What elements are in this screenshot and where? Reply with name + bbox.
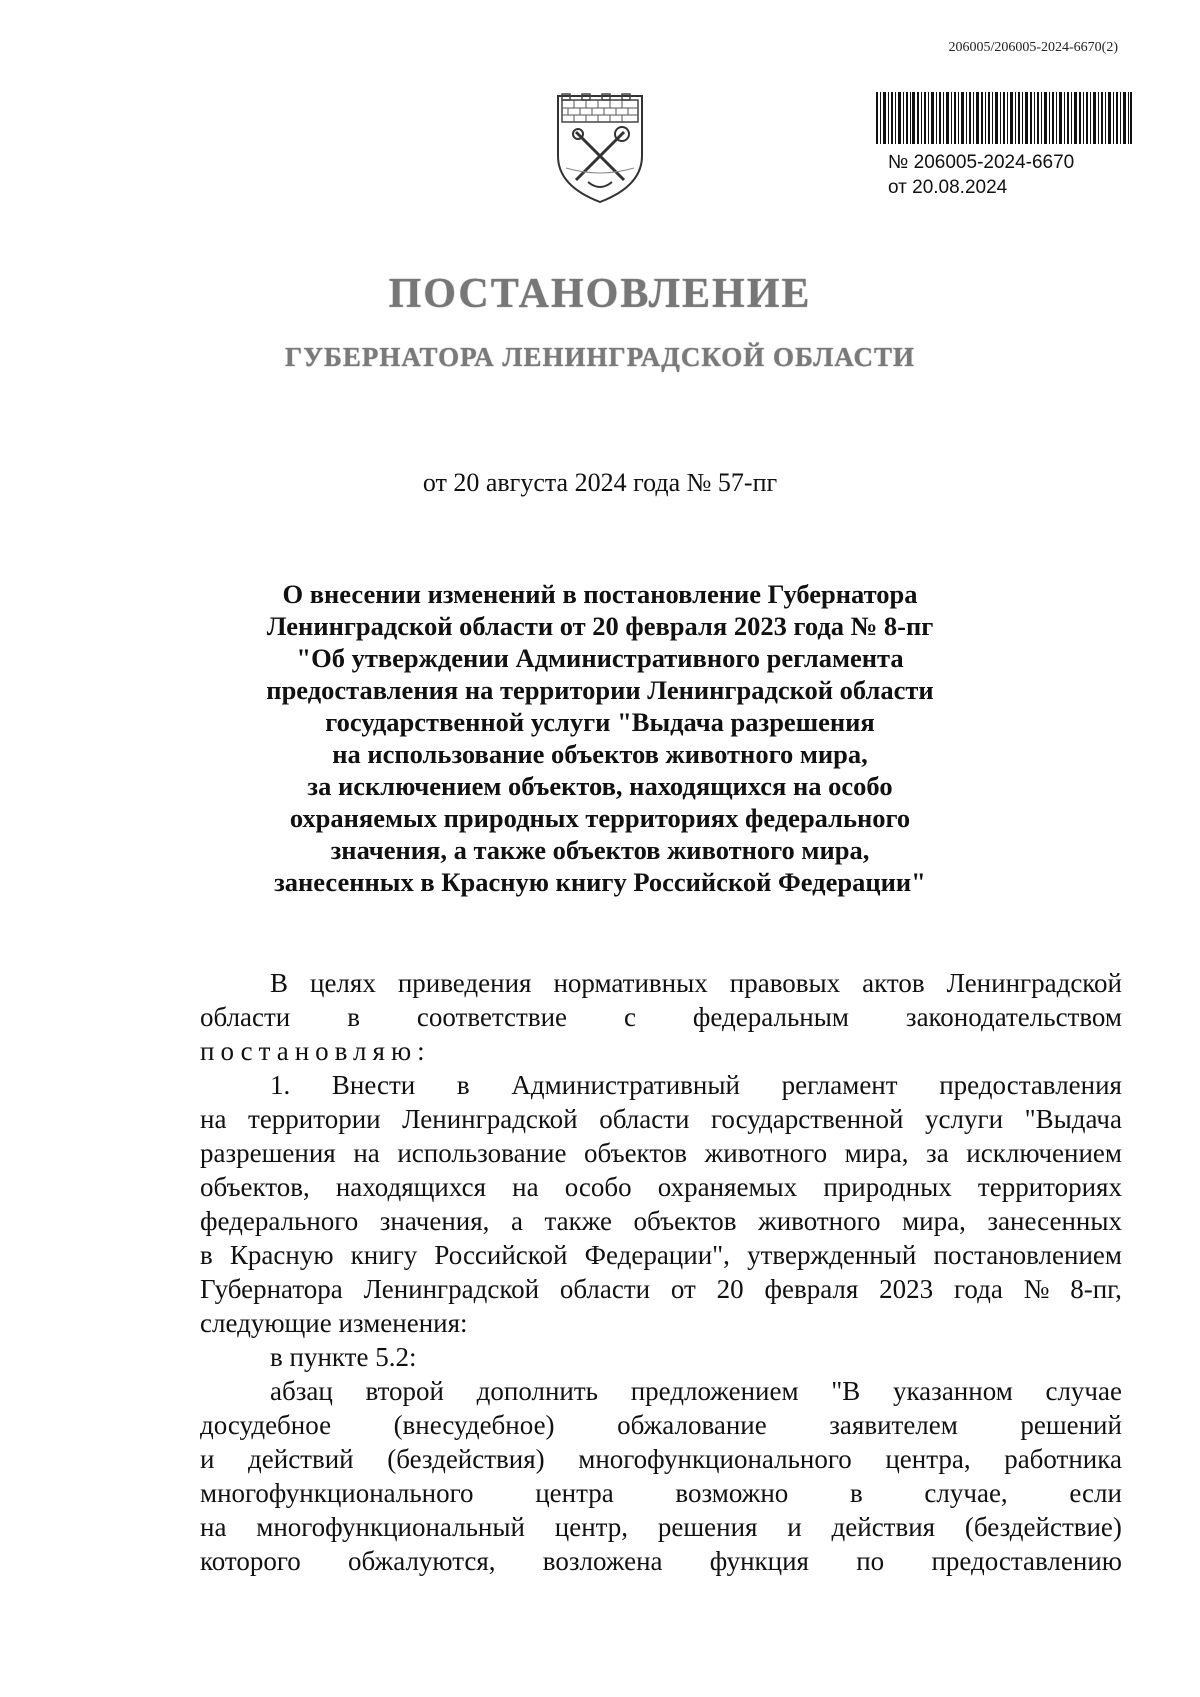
word: указанном	[892, 1376, 1013, 1406]
text-line	[200, 1272, 1122, 1306]
word: государственной	[711, 1104, 904, 1134]
word: которого	[200, 1546, 301, 1576]
word: Федерации",	[584, 1240, 730, 1270]
text-line	[200, 1204, 1122, 1238]
text-line	[200, 1102, 1122, 1136]
word: правовых	[729, 968, 841, 998]
word: Административный	[511, 1070, 740, 1100]
word: охраняемых	[657, 1172, 798, 1202]
word: работника	[1004, 1444, 1122, 1474]
word: на	[353, 1138, 380, 1168]
paragraph-3	[200, 1340, 1122, 1374]
word: федерального	[200, 1206, 359, 1236]
word: в	[347, 1002, 360, 1032]
text-line	[200, 1476, 1122, 1510]
word: действий	[248, 1444, 354, 1474]
word: (внесудебное)	[393, 1410, 555, 1440]
text-line	[200, 1374, 1122, 1408]
word: функция	[709, 1546, 809, 1576]
word: абзац	[270, 1376, 333, 1406]
word: на	[200, 1104, 227, 1134]
word: (бездействия)	[387, 1444, 545, 1474]
text-line	[200, 1544, 1122, 1578]
document-body	[200, 966, 1122, 1578]
word: объектов,	[200, 1172, 310, 1202]
word: 8-пг,	[1070, 1274, 1122, 1304]
word: предоставления	[939, 1070, 1122, 1100]
subject-line: на использование объектов животного мира,	[332, 739, 868, 769]
word: по	[856, 1546, 885, 1576]
word: "В	[831, 1376, 861, 1406]
registration-date: от 20.08.2024	[888, 177, 1008, 198]
word: области	[599, 1104, 690, 1134]
paragraph-1	[200, 966, 1122, 1068]
registration-number: № 206005-2024-6670	[888, 152, 1075, 173]
subject-line: предоставления на территории Ленинградской области	[266, 675, 934, 705]
word: дополнить	[476, 1376, 598, 1406]
word: действия	[831, 1512, 936, 1542]
word: многофункциональный	[256, 1512, 525, 1542]
word: случае	[1045, 1376, 1122, 1406]
word: разрешения	[200, 1138, 336, 1168]
word: исключением	[966, 1138, 1122, 1168]
subject-line: за исключением объектов, находящихся на особо	[307, 771, 893, 801]
word: регламент	[781, 1070, 898, 1100]
word: года	[953, 1274, 1003, 1304]
barcode-icon	[876, 92, 1132, 144]
word: животного	[758, 1206, 881, 1236]
word: области	[559, 1274, 651, 1304]
word: случае,	[924, 1478, 1008, 1508]
word: возможно	[675, 1478, 789, 1508]
word: территории	[248, 1104, 381, 1134]
word: использование	[397, 1138, 567, 1168]
subject-line: значения, а также объектов животного мира,	[330, 835, 870, 865]
word: в	[456, 1070, 470, 1100]
word: центр,	[554, 1512, 629, 1542]
word: природных	[823, 1172, 952, 1202]
text-line	[200, 1000, 1122, 1034]
word: многофункционального	[200, 1478, 474, 1508]
text-line	[200, 1510, 1122, 1544]
word: приведения	[397, 968, 532, 998]
word: за	[926, 1138, 949, 1168]
word: а	[510, 1206, 523, 1236]
word: Ленинградской	[402, 1104, 578, 1134]
word: второй	[365, 1376, 444, 1406]
document-title: ПОСТАНОВЛЕНИЕ	[388, 271, 812, 317]
text-line	[200, 1238, 1122, 1272]
word: актов	[862, 968, 925, 998]
document-subtitle: ГУБЕРНАТОРА ЛЕНИНГРАДСКОЙ ОБЛАСТИ	[285, 342, 915, 372]
word: 1.	[270, 1070, 291, 1100]
paragraph-2	[200, 1068, 1122, 1340]
text-line	[200, 1408, 1122, 1442]
word: №	[1023, 1274, 1050, 1304]
word: возложена	[542, 1546, 663, 1576]
word: от	[670, 1274, 696, 1304]
word: утвержденный	[747, 1240, 917, 1270]
word: многофункционального	[578, 1444, 852, 1474]
word: значения,	[379, 1206, 490, 1236]
document-subject	[200, 578, 1000, 898]
word: 20	[716, 1274, 744, 1304]
word: Внести	[331, 1070, 416, 1100]
word: мира,	[902, 1206, 966, 1236]
coat-of-arms-icon	[552, 86, 648, 206]
word: заявителем	[829, 1410, 958, 1440]
subject-line: "Об утверждении Административного регламента	[296, 643, 904, 673]
word: области	[200, 1002, 291, 1032]
word: законодательством	[905, 1002, 1122, 1032]
word: февраля	[764, 1274, 859, 1304]
word: предложением	[630, 1376, 799, 1406]
word: особо	[564, 1172, 632, 1202]
word: (бездействие)	[964, 1512, 1122, 1542]
word: на	[512, 1172, 539, 1202]
word: Ленинградской	[946, 968, 1122, 998]
word: территориях	[977, 1172, 1122, 1202]
subject-line: государственной услуги "Выдача разрешения	[325, 707, 875, 737]
paragraph-3-text: в пункте 5.2:	[270, 1342, 417, 1372]
subject-line: охраняемых природных территориях федерального	[289, 803, 911, 833]
subject-line: О внесении изменений в постановление Губернатора	[282, 579, 918, 609]
word: соответствие	[416, 1002, 568, 1032]
word: книгу	[350, 1240, 418, 1270]
text-line	[200, 1442, 1122, 1476]
text-line	[200, 966, 1122, 1000]
word: также	[544, 1206, 612, 1236]
word: в	[849, 1478, 863, 1508]
word: если	[1069, 1478, 1122, 1508]
word: животного	[704, 1138, 828, 1168]
text-line	[200, 1170, 1122, 1204]
word: с	[623, 1002, 636, 1032]
document-code: 206005/206005-2024-6670(2)	[948, 40, 1118, 55]
word: и	[200, 1444, 215, 1474]
word: занесенных	[987, 1206, 1122, 1236]
word: на	[200, 1512, 227, 1542]
word: и	[787, 1512, 802, 1542]
word: услуги	[925, 1104, 1004, 1134]
word: объектов	[633, 1206, 737, 1236]
word: в	[200, 1240, 213, 1270]
word: "Выдача	[1024, 1104, 1122, 1134]
word: мира,	[844, 1138, 909, 1168]
registration-block	[888, 150, 1074, 200]
word: центра,	[885, 1444, 971, 1474]
word: центра	[535, 1478, 614, 1508]
text-line	[200, 1306, 1122, 1340]
document-date-line: от 20 августа 2024 года № 57-пг	[422, 468, 778, 497]
word: федеральным	[692, 1002, 849, 1032]
word: обжалование	[617, 1410, 767, 1440]
word: обжалуются,	[348, 1546, 496, 1576]
word: Ленинградской	[363, 1274, 540, 1304]
subject-line: Ленинградской области от 20 февраля 2023 года № 8-пг	[266, 611, 934, 641]
word: постановляю:	[200, 1036, 431, 1066]
paragraph-4	[200, 1374, 1122, 1578]
word: Российской	[434, 1240, 568, 1270]
text-line	[200, 1034, 1122, 1068]
word: предоставлению	[931, 1546, 1122, 1576]
word: решений	[1020, 1410, 1122, 1440]
word: целях	[310, 968, 376, 998]
subject-line: занесенных в Красную книгу Российской Федерации"	[274, 867, 926, 897]
word: следующие изменения:	[200, 1308, 468, 1338]
word: досудебное	[200, 1410, 332, 1440]
word: решения	[657, 1512, 758, 1542]
word: В	[270, 968, 289, 998]
word: Губернатора	[200, 1274, 343, 1304]
word: 2023	[879, 1274, 934, 1304]
text-line	[200, 1136, 1122, 1170]
word: постановлением	[933, 1240, 1122, 1270]
word: Красную	[229, 1240, 334, 1270]
word: нормативных	[553, 968, 708, 998]
word: объектов	[584, 1138, 688, 1168]
text-line	[200, 1068, 1122, 1102]
word: находящихся	[335, 1172, 487, 1202]
